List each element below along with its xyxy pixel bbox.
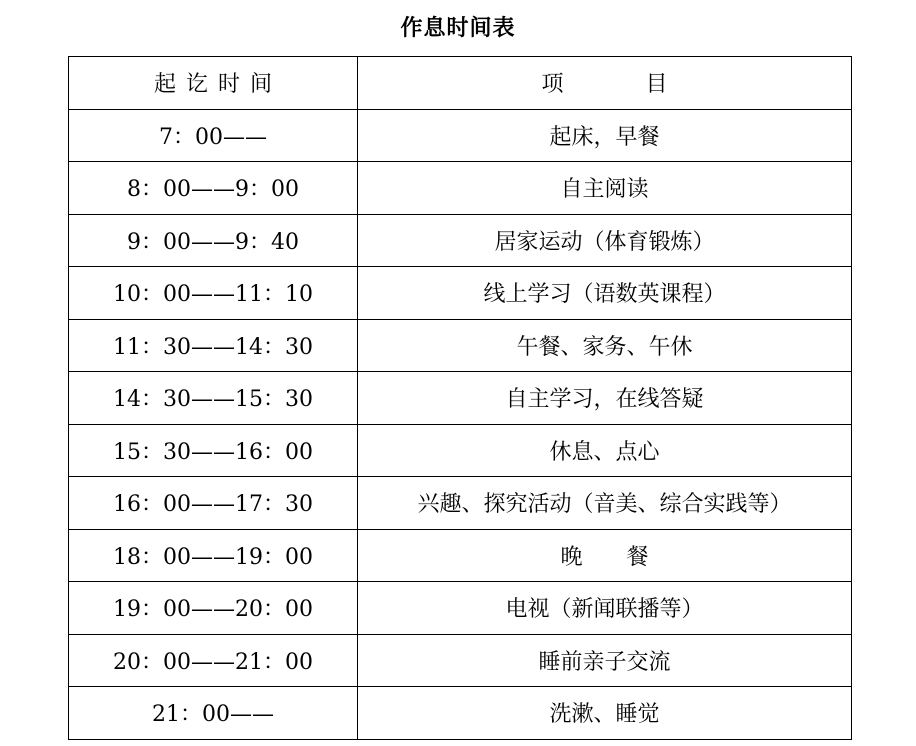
time-cell: 14：30——15：30 (69, 372, 358, 425)
item-cell: 洗漱、睡觉 (358, 687, 852, 740)
time-cell: 9：00——9：40 (69, 214, 358, 267)
item-cell: 自主阅读 (358, 162, 852, 215)
time-cell: 7：00—— (69, 109, 358, 162)
header-time: 起讫时间 (69, 57, 358, 110)
table-row (69, 372, 852, 425)
item-cell: 线上学习（语数英课程） (358, 267, 852, 320)
table-row (69, 214, 852, 267)
table-row (69, 319, 852, 372)
item-cell: 自主学习，在线答疑 (358, 372, 852, 425)
table-row (69, 687, 852, 740)
time-cell: 11：30——14：30 (69, 319, 358, 372)
table-row (69, 634, 852, 687)
table-row (69, 424, 852, 477)
time-cell: 19：00——20：00 (69, 582, 358, 635)
table-row (69, 162, 852, 215)
schedule-table (68, 56, 852, 740)
item-cell: 居家运动（体育锻炼） (358, 214, 852, 267)
item-cell: 电视（新闻联播等） (358, 582, 852, 635)
item-cell: 休息、点心 (358, 424, 852, 477)
time-cell: 20：00——21：00 (69, 634, 358, 687)
item-cell: 起床，早餐 (358, 109, 852, 162)
table-header-row (69, 57, 852, 110)
time-cell: 10：00——11：10 (69, 267, 358, 320)
table-row (69, 529, 852, 582)
time-cell: 16：00——17：30 (69, 477, 358, 530)
item-cell: 兴趣、探究活动（音美、综合实践等） (358, 477, 852, 530)
item-cell: 睡前亲子交流 (358, 634, 852, 687)
time-cell: 21：00—— (69, 687, 358, 740)
table-row (69, 267, 852, 320)
table-row (69, 477, 852, 530)
item-cell: 晚 餐 (358, 529, 852, 582)
time-cell: 18：00——19：00 (69, 529, 358, 582)
table-row (69, 109, 852, 162)
item-cell: 午餐、家务、午休 (358, 319, 852, 372)
time-cell: 8：00——9：00 (69, 162, 358, 215)
page-title: 作息时间表 (400, 16, 516, 41)
table-row (69, 582, 852, 635)
header-item: 项 目 (358, 57, 852, 110)
time-cell: 15：30——16：00 (69, 424, 358, 477)
